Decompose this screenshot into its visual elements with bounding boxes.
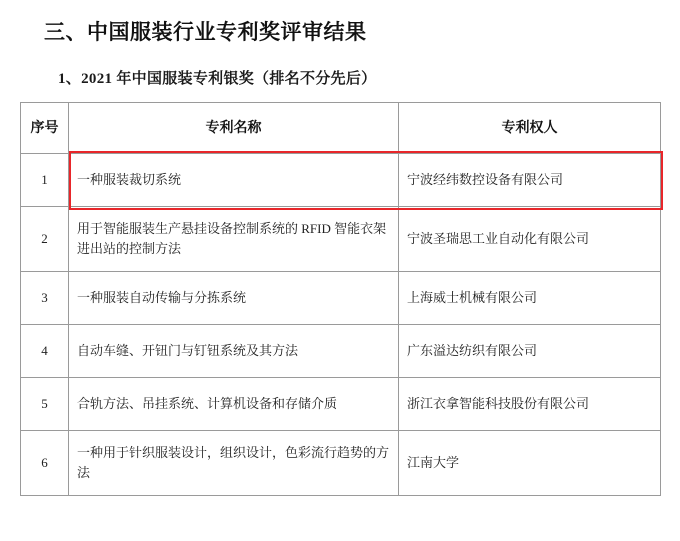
table-row bbox=[21, 272, 661, 325]
cell-patent-owner: 江南大学 bbox=[399, 431, 661, 496]
column-header-index: 序号 bbox=[21, 103, 69, 154]
cell-patent-name: 合轨方法、吊挂系统、计算机设备和存储介质 bbox=[69, 378, 399, 431]
column-header-patent-owner: 专利权人 bbox=[399, 103, 661, 154]
column-header-patent-name: 专利名称 bbox=[69, 103, 399, 154]
patent-table-wrapper bbox=[20, 102, 660, 496]
cell-index: 2 bbox=[21, 207, 69, 272]
cell-patent-name: 一种用于针织服装设计，组织设计，色彩流行趋势的方法 bbox=[69, 431, 399, 496]
cell-index: 4 bbox=[21, 325, 69, 378]
cell-patent-owner: 上海威士机械有限公司 bbox=[399, 272, 661, 325]
table-row bbox=[21, 154, 661, 207]
patent-award-table bbox=[20, 102, 661, 496]
subsection-heading: 1、2021 年中国服装专利银奖（排名不分先后） bbox=[58, 71, 377, 88]
cell-patent-name: 自动车缝、开钮门与钉钮系统及其方法 bbox=[69, 325, 399, 378]
cell-patent-owner: 宁波圣瑞思工业自动化有限公司 bbox=[399, 207, 661, 272]
cell-patent-name: 一种服装裁切系统 bbox=[69, 154, 399, 207]
cell-index: 3 bbox=[21, 272, 69, 325]
cell-index: 1 bbox=[21, 154, 69, 207]
cell-index: 5 bbox=[21, 378, 69, 431]
table-row bbox=[21, 378, 661, 431]
section-heading: 三、中国服装行业专利奖评审结果 bbox=[44, 20, 367, 44]
cell-patent-owner: 宁波经纬数控设备有限公司 bbox=[399, 154, 661, 207]
table-header-row bbox=[21, 103, 661, 154]
cell-patent-name: 一种服装自动传输与分拣系统 bbox=[69, 272, 399, 325]
cell-patent-name: 用于智能服装生产悬挂设备控制系统的 RFID 智能衣架进出站的控制方法 bbox=[69, 207, 399, 272]
table-row bbox=[21, 431, 661, 496]
document-page bbox=[0, 18, 680, 541]
cell-patent-owner: 广东溢达纺织有限公司 bbox=[399, 325, 661, 378]
cell-patent-owner: 浙江衣拿智能科技股份有限公司 bbox=[399, 378, 661, 431]
table-row bbox=[21, 325, 661, 378]
table-row bbox=[21, 207, 661, 272]
cell-index: 6 bbox=[21, 431, 69, 496]
